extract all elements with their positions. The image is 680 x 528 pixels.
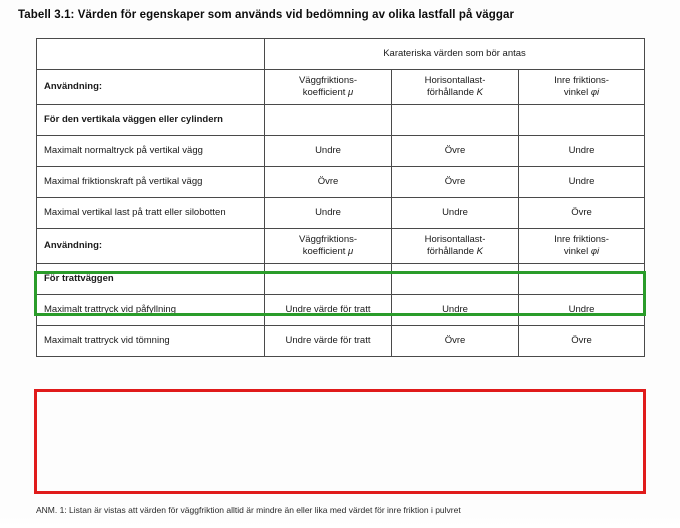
row-value: Undre [392, 295, 519, 326]
row-value: Övre [392, 136, 519, 167]
column-header-wall-friction-2: Väggfriktions- koefficient μ [265, 229, 392, 264]
row-value: Undre [519, 136, 645, 167]
table-container [36, 38, 644, 357]
row-value: Övre [519, 198, 645, 229]
properties-table [36, 38, 645, 357]
highlight-box-red [34, 389, 646, 494]
band-header-spacer [37, 39, 265, 70]
band-header-label: Karateriska värden som bör antas [265, 39, 645, 70]
row-value: Undre [265, 198, 392, 229]
row-label: För trattväggen [37, 264, 265, 295]
row-label: Maximalt trattryck vid tömning [37, 326, 265, 357]
column-header-wall-friction-1: Väggfriktions- koefficient μ [265, 70, 392, 105]
table-row-band-header [37, 39, 645, 70]
table-row-highlighted-green [37, 198, 645, 229]
row-value [392, 264, 519, 295]
column-header-inner-friction-2: Inre friktions- vinkel φi [519, 229, 645, 264]
row-value: Övre [519, 326, 645, 357]
row-value: Undre värde för tratt [265, 326, 392, 357]
page-fade [0, 516, 680, 528]
row-value: Undre [265, 136, 392, 167]
row-label: Maximal vertikal last på tratt eller silobotten [37, 198, 265, 229]
row-value: Övre [392, 326, 519, 357]
row-label: För den vertikala väggen eller cylindern [37, 105, 265, 136]
row-value: Undre [519, 167, 645, 198]
table-row [37, 264, 645, 295]
table-row [37, 167, 645, 198]
row-value: Undre [392, 198, 519, 229]
table-row-highlighted-red [37, 326, 645, 357]
row-value [392, 105, 519, 136]
row-value [265, 105, 392, 136]
table-row-highlighted-red [37, 295, 645, 326]
row-value [519, 105, 645, 136]
row-label: Maximalt trattryck vid påfyllning [37, 295, 265, 326]
column-header-horizontal-2: Horisontallast- förhållande K [392, 229, 519, 264]
column-header-horizontal-1: Horisontallast- förhållande K [392, 70, 519, 105]
column-header-inner-friction-1: Inre friktions- vinkel φi [519, 70, 645, 105]
row-value [265, 264, 392, 295]
table-note: ANM. 1: Listan är vistas att värden för väggfriktion alltid är mindre än eller lika med värdet för inre friktion i pulvret [36, 505, 461, 515]
table-caption: Tabell 3.1: Värden för egenskaper som används vid bedömning av olika lastfall på väggar [18, 9, 515, 21]
column-header-use-1: Användning: [37, 70, 265, 105]
row-value: Undre värde för tratt [265, 295, 392, 326]
row-value: Övre [392, 167, 519, 198]
row-label: Maximalt normaltryck på vertikal vägg [37, 136, 265, 167]
row-value: Undre [519, 295, 645, 326]
table-row [37, 136, 645, 167]
row-label: Maximal friktionskraft på vertikal vägg [37, 167, 265, 198]
row-value [519, 264, 645, 295]
table-row [37, 105, 645, 136]
table-row-column-headers-1 [37, 70, 645, 105]
table-row-column-headers-2 [37, 229, 645, 264]
row-value: Övre [265, 167, 392, 198]
column-header-use-2: Användning: [37, 229, 265, 264]
